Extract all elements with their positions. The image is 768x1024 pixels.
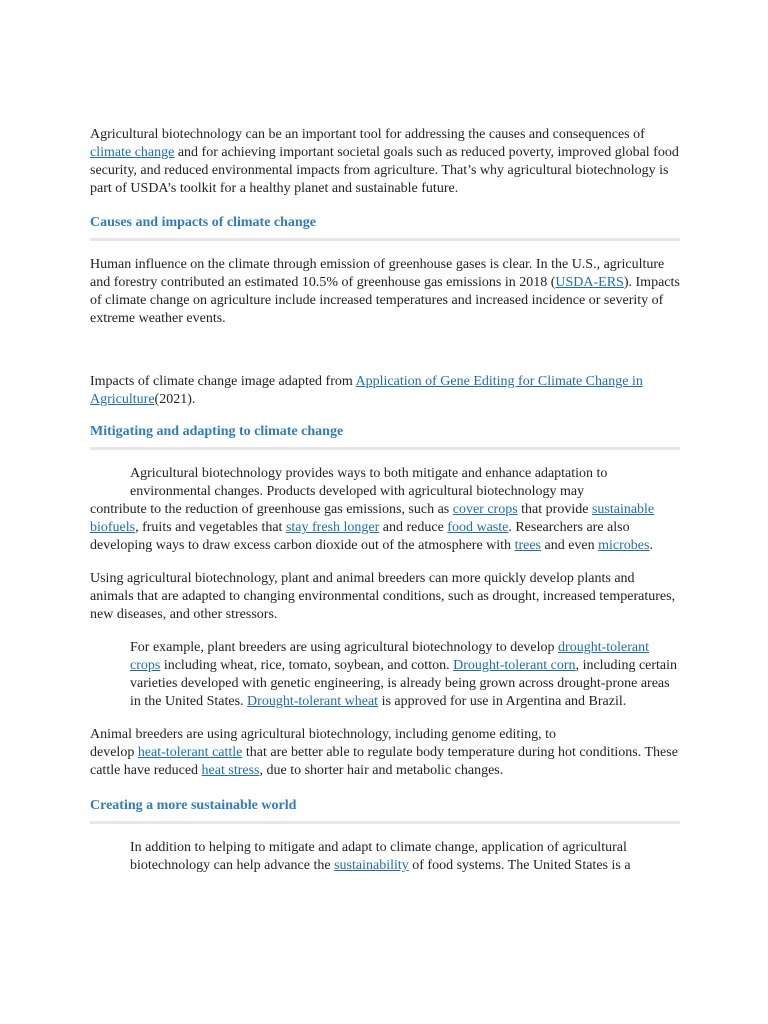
link-heat-tolerant-cattle[interactable]: heat-tolerant cattle [137,745,243,760]
text: including wheat, rice, tomato, soybean, and cotton. [160,658,454,673]
link-climate-change[interactable]: climate change [90,145,175,160]
text: and reduce [379,520,448,535]
text: that provide [517,502,592,517]
sustainability-paragraph [90,839,680,875]
text: Agricultural biotechnology provides ways to both mitigate and enhance adaptation to environmental changes. Products developed with agricultural biotechnology may [130,466,608,499]
link-stay-fresh-longer[interactable]: stay fresh longer [285,520,380,535]
link-cover-crops[interactable]: cover crops [452,502,518,517]
intro-paragraph [90,126,680,198]
link-drought-tolerant-corn[interactable]: Drought-tolerant corn [453,658,576,673]
text: ). Impacts of climate change on agriculture include increased temperatures and increased incidence or severity of extreme weather events. [90,275,680,326]
text: is approved for use in Argentina and Brazil. [378,694,627,709]
link-usda-ers[interactable]: USDA-ERS [555,275,624,290]
link-heat-stress[interactable]: heat stress [201,763,260,778]
link-drought-tolerant-crops[interactable]: drought-tolerant crops [130,640,650,673]
heading-causes-impacts: Causes and impacts of climate change [90,214,680,241]
cattle-paragraph [90,726,680,780]
text: . Researchers are also developing ways to draw excess carbon dioxide out of the atmosphere with [90,520,630,553]
drought-paragraph [90,639,680,711]
text: develop [90,745,138,760]
image-caption [90,373,680,409]
text: In addition to helping to mitigate and adapt to climate change, application of agricultural biotechnology can help advance the [130,840,627,873]
text: For example, plant breeders are using agricultural biotechnology to develop [130,640,559,655]
heading-mitigating-adapting: Mitigating and adapting to climate change [90,423,680,450]
heading-sustainable-world: Creating a more sustainable world [90,797,680,824]
link-trees[interactable]: trees [514,538,541,553]
text: , fruits and vegetables that [135,520,286,535]
article-body [90,126,680,875]
causes-paragraph [90,256,680,328]
link-sustainability[interactable]: sustainability [334,858,409,873]
text: , including certain varieties developed with genetic engineering, is already being grown across drought-prone areas in the United States. [130,658,678,709]
link-drought-tolerant-wheat[interactable]: Drought-tolerant wheat [247,694,379,709]
drought-first-lines [90,639,680,711]
text: (2021). [154,392,196,407]
text: Impacts of climate change image adapted from [90,374,356,389]
text: of food systems. The United States is a [408,858,631,873]
text: contribute to the reduction of greenhouse gas emissions, such as [90,502,453,517]
text: Human influence on the climate through emission of greenhouse gases is clear. In the U.S., agriculture and forestry contributed an estimated 10.5% of greenhouse gas emissions in 2018 ( [90,257,665,290]
text: that are better able to regulate body temperature during hot conditions. These cattle have reduced [90,745,678,778]
text: and for achieving important societal goals such as reduced poverty, improved global food security, and reduced environmental impacts from agriculture. That’s why agricultural biotechnology is part of USDA’s toolkit for a healthy planet and sustainable future. [90,145,679,196]
text: . [649,538,653,553]
link-sustainable-biofuels[interactable]: sustainable biofuels [90,502,655,535]
breeders-paragraph: Using agricultural biotechnology, plant and animal breeders can more quickly develop plants and animals that are adapted to changing environmental conditions, such as drought, increased temperatures, new diseases, and other stressors. [90,571,676,622]
link-microbes[interactable]: microbes [598,538,650,553]
link-food-waste[interactable]: food waste [447,520,509,535]
text: and even [541,538,599,553]
text: Animal breeders are using agricultural biotechnology, including genome editing, to [90,727,557,742]
mitigate-paragraph [90,465,680,555]
link-gene-editing-report[interactable]: Application of Gene Editing for Climate Change in Agriculture [90,374,643,407]
text: Agricultural biotechnology can be an important tool for addressing the causes and consequences of [90,127,645,142]
text: , due to shorter hair and metabolic changes. [259,763,504,778]
